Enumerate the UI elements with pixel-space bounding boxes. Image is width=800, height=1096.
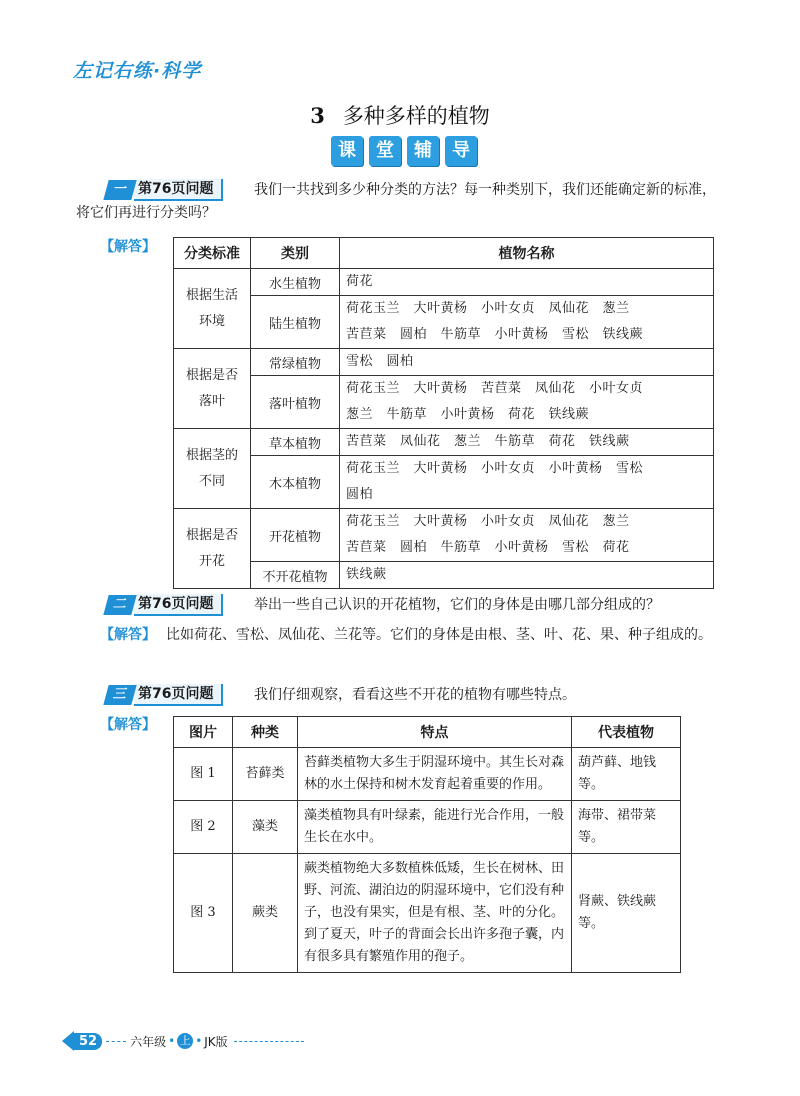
kind-cell: 藻类 — [233, 801, 298, 854]
table-row — [174, 562, 714, 589]
names-line: 圆柏 — [346, 487, 374, 502]
question-number: 一 — [103, 180, 136, 200]
classification-table — [173, 237, 714, 589]
table-row — [174, 376, 714, 429]
table-header-row — [174, 238, 714, 269]
feature-cell: 苔藓类植物大多生于阴湿环境中。其生长对森林的水土保持和树木发育起着重要的作用。 — [298, 748, 572, 801]
question-number: 三 — [103, 685, 136, 705]
banner-char: 课 — [331, 136, 363, 166]
standard-cell: 根据是否开花 — [174, 509, 251, 589]
header-kind: 种类 — [233, 717, 298, 748]
picture-cell: 图 1 — [174, 748, 233, 801]
table-row — [174, 429, 714, 456]
kind-cell: 苔藓类 — [233, 748, 298, 801]
table-row — [174, 269, 714, 296]
category-cell: 不开花植物 — [251, 562, 340, 589]
names-cell — [340, 456, 714, 509]
names-line: 苦苣菜 圆柏 牛筋草 小叶黄杨 雪松 铁线蕨 — [346, 327, 644, 342]
question-number: 二 — [103, 595, 136, 615]
question-1-text: 我们一共找到多少种分类的方法？每一种类别下，我们还能确定新的标准，将它们再进行分类吗？ — [76, 182, 716, 221]
banner-char: 导 — [445, 136, 477, 166]
banner-char: 堂 — [369, 136, 401, 166]
table-header-row — [174, 717, 681, 748]
footer-dot: • — [168, 1034, 176, 1048]
header-feature: 特点 — [298, 717, 572, 748]
header-picture: 图片 — [174, 717, 233, 748]
header-category: 类别 — [251, 238, 340, 269]
names-line: 铁线蕨 — [346, 567, 387, 582]
footer-term: 上 — [177, 1033, 193, 1049]
picture-cell: 图 3 — [174, 854, 233, 973]
question-3-text: 我们仔细观察，看看这些不开花的植物有哪些特点。 — [254, 687, 576, 703]
names-cell — [340, 349, 714, 376]
names-cell — [340, 269, 714, 296]
footer-edition: JK版 — [204, 1034, 228, 1049]
page-number: 52 — [74, 1033, 102, 1050]
feature-cell: 藻类植物具有叶绿素，能进行光合作用，一般生长在水中。 — [298, 801, 572, 854]
table-row — [174, 801, 681, 854]
table-row — [174, 509, 714, 562]
header-representative: 代表植物 — [572, 717, 681, 748]
names-line: 苦苣菜 圆柏 牛筋草 小叶黄杨 雪松 荷花 — [346, 540, 630, 555]
names-line: 荷花 — [346, 274, 374, 289]
names-cell — [340, 509, 714, 562]
table-row — [174, 748, 681, 801]
non-flowering-table — [173, 716, 681, 973]
names-line: 荷花玉兰 大叶黄杨 小叶女贞 小叶黄杨 雪松 — [346, 461, 644, 476]
names-line: 苦苣菜 凤仙花 葱兰 牛筋草 荷花 铁线蕨 — [346, 434, 630, 449]
section-banner — [331, 136, 477, 166]
answer-2-text: 比如荷花、雪松、凤仙花、兰花等。它们的身体是由根、茎、叶、花、果、种子组成的。 — [166, 627, 712, 643]
table-row — [174, 854, 681, 973]
answer-label: 【解答】 — [100, 717, 156, 733]
question-2-text: 举出一些自己认识的开花植物，它们的身体是由哪几部分组成的？ — [254, 597, 660, 613]
names-line: 荷花玉兰 大叶黄杨 小叶女贞 凤仙花 葱兰 — [346, 514, 630, 529]
category-cell: 木本植物 — [251, 456, 340, 509]
answer-label: 【解答】 — [100, 239, 156, 255]
names-line: 荷花玉兰 大叶黄杨 小叶女贞 凤仙花 葱兰 — [346, 301, 630, 316]
kind-cell: 蕨类 — [233, 854, 298, 973]
question-label: 第76页问题 — [134, 594, 223, 616]
names-cell — [340, 429, 714, 456]
category-cell: 草本植物 — [251, 429, 340, 456]
category-cell: 落叶植物 — [251, 376, 340, 429]
representative-cell: 肾蕨、铁线蕨等。 — [572, 854, 681, 973]
answer-label: 【解答】 — [100, 627, 156, 643]
brand-subject: 科学 — [161, 60, 202, 82]
table-row — [174, 349, 714, 376]
brand-dot: · — [153, 60, 162, 82]
table-row — [174, 456, 714, 509]
question-label: 第76页问题 — [134, 179, 223, 201]
question-label: 第76页问题 — [134, 684, 223, 706]
banner-char: 辅 — [407, 136, 439, 166]
category-cell: 常绿植物 — [251, 349, 340, 376]
names-cell — [340, 562, 714, 589]
picture-cell: 图 2 — [174, 801, 233, 854]
table-row — [174, 296, 714, 349]
lesson-number: 3 — [310, 103, 325, 128]
standard-cell: 根据茎的不同 — [174, 429, 251, 509]
page-title — [0, 100, 800, 130]
names-cell — [340, 296, 714, 349]
footer-divider — [234, 1041, 304, 1042]
lesson-title: 多种多样的植物 — [342, 104, 490, 128]
standard-cell: 根据生活环境 — [174, 269, 251, 349]
page-arrow-icon — [62, 1031, 74, 1051]
page-footer — [62, 1031, 304, 1051]
category-cell: 开花植物 — [251, 509, 340, 562]
answer-2-block — [76, 624, 724, 647]
names-line: 荷花玉兰 大叶黄杨 苦苣菜 凤仙花 小叶女贞 — [346, 381, 644, 396]
brand-title — [73, 56, 201, 83]
footer-dot: • — [195, 1034, 203, 1048]
representative-cell: 葫芦藓、地钱等。 — [572, 748, 681, 801]
category-cell: 陆生植物 — [251, 296, 340, 349]
feature-cell: 蕨类植物绝大多数植株低矮，生长在树林、田野、河流、湖泊边的阴湿环境中，它们没有种子，也没有果实，但是有根、茎、叶的分化。到了夏天，叶子的背面会长出许多孢子囊，内有很多具有繁殖作用的孢子。 — [298, 854, 572, 973]
names-line: 雪松 圆柏 — [346, 354, 414, 369]
footer-grade: 六年级 — [130, 1034, 167, 1049]
representative-cell: 海带、裙带菜等。 — [572, 801, 681, 854]
standard-cell: 根据是否落叶 — [174, 349, 251, 429]
brand-name: 左记右练 — [73, 60, 154, 82]
footer-divider — [106, 1041, 126, 1042]
category-cell: 水生植物 — [251, 269, 340, 296]
header-plant-names: 植物名称 — [340, 238, 714, 269]
names-cell — [340, 376, 714, 429]
header-standard: 分类标准 — [174, 238, 251, 269]
names-line: 葱兰 牛筋草 小叶黄杨 荷花 铁线蕨 — [346, 407, 590, 422]
